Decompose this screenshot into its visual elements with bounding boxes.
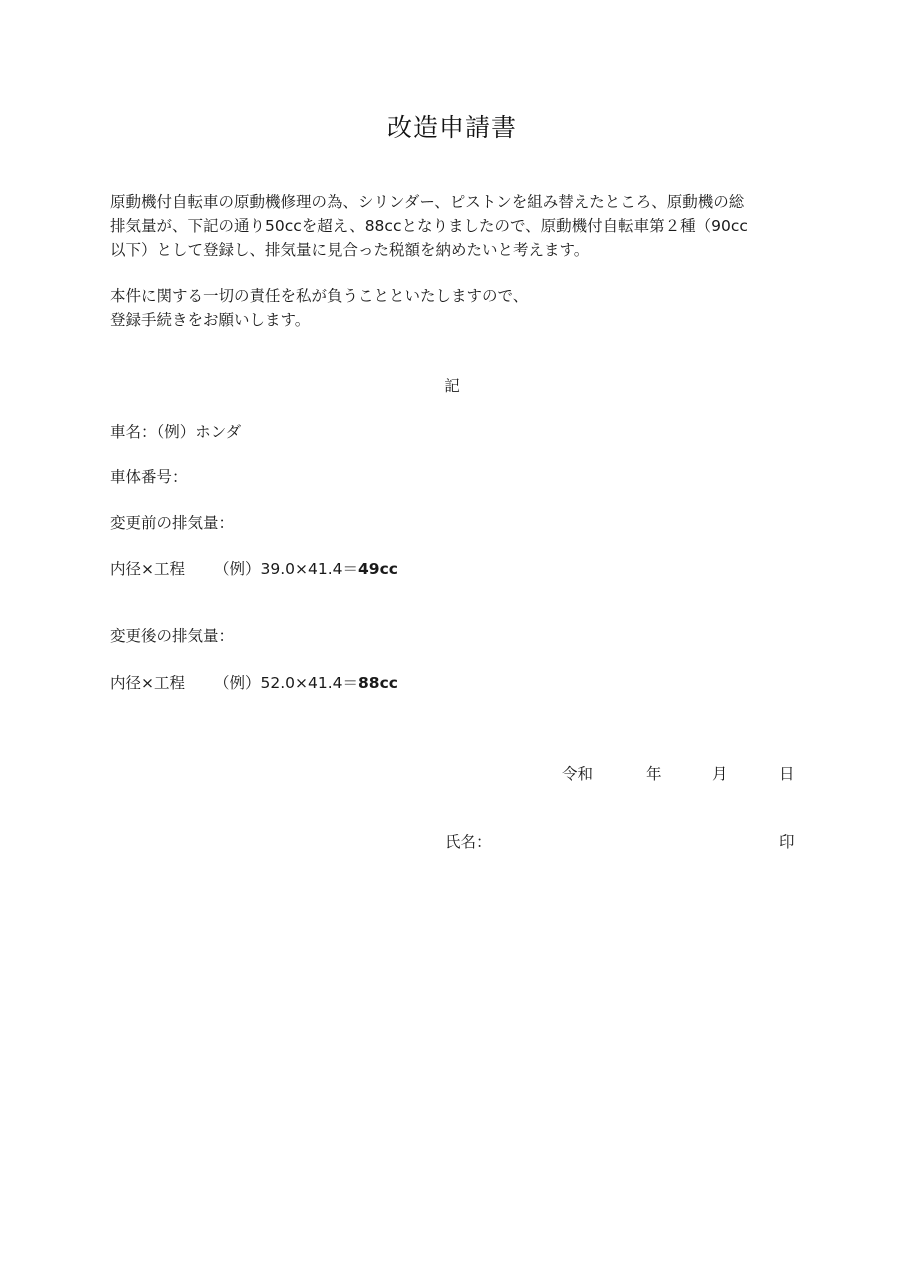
statement-paragraph	[110, 190, 800, 262]
signature-label: 氏名：	[445, 833, 492, 851]
seal-mark: 印	[779, 833, 795, 851]
calc-expression: （例）39.0×41.4＝	[214, 560, 359, 578]
date-era: 令和	[562, 765, 594, 783]
after-displacement-label: 変更後の排気量：	[110, 627, 235, 645]
responsibility-line: 登録手続きをお願いします。	[110, 311, 311, 329]
before-displacement-label: 変更前の排気量：	[110, 514, 235, 532]
frame-number-field: 車体番号：	[110, 468, 188, 486]
bore-stroke-label: 内径×工程	[110, 560, 185, 578]
statement-line: 原動機付自転車の原動機修理の為、シリンダー、ピストンを組み替えたところ、原動機の総	[110, 193, 745, 211]
document-title: 改造申請書	[386, 113, 517, 142]
date-year: 年	[646, 765, 662, 783]
after-calculation	[110, 671, 398, 693]
calc-result: 49cc	[358, 560, 398, 578]
responsibility-paragraph	[110, 284, 800, 332]
calc-expression: （例）52.0×41.4＝	[214, 674, 359, 692]
date-day: 日	[779, 765, 795, 783]
responsibility-line: 本件に関する一切の責任を私が負うことといたしますので、	[110, 287, 529, 305]
ki-heading: 記	[444, 377, 460, 395]
statement-line: 排気量が、下記の通り50ccを超え、88ccとなりましたので、原動機付自転車第２種（90cc	[110, 217, 748, 235]
date-month: 月	[712, 765, 728, 783]
before-calculation	[110, 557, 398, 579]
statement-line: 以下）として登録し、排気量に見合った税額を納めたいと考えます。	[110, 241, 590, 259]
vehicle-name-field: 車名：（例）ホンダ	[110, 423, 242, 441]
bore-stroke-label: 内径×工程	[110, 674, 185, 692]
calc-result: 88cc	[358, 674, 398, 692]
